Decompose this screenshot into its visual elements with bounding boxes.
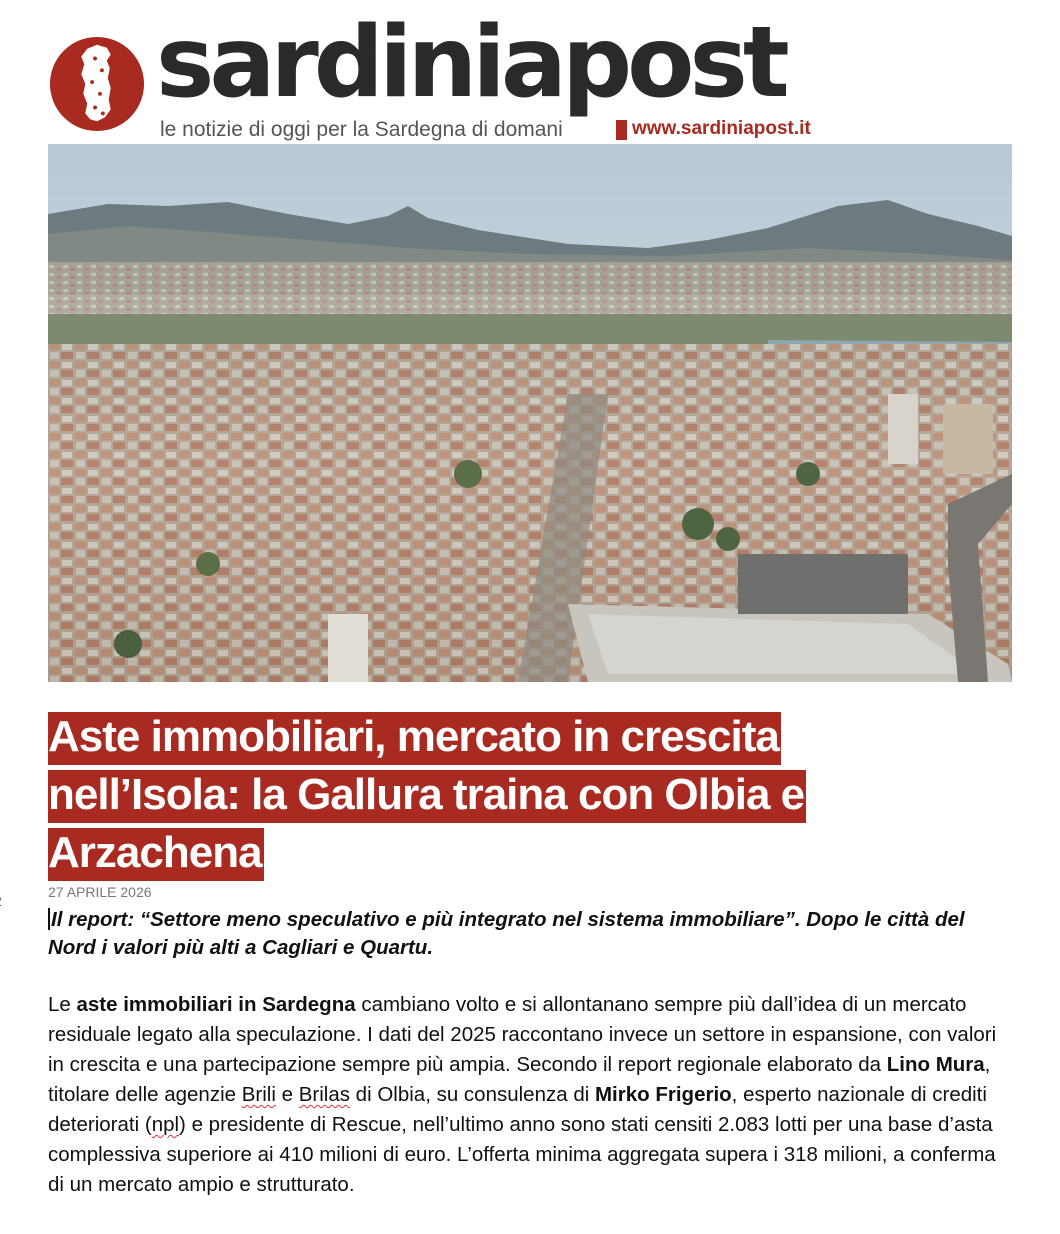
- aerial-city-photo-icon: [48, 144, 1012, 682]
- body-part: e: [275, 1083, 299, 1106]
- edge-mark: [0, 893, 2, 909]
- hero-image: [48, 144, 1012, 682]
- body-part: di Olbia, su consulenza di: [349, 1083, 595, 1106]
- body-part: cambiano volto e si allontanano sempre più dall’idea di un mercato residuale legato alla speculazione. I dati del 2025 raccontano invece un settore in espansione, con valori in crescita e una partecipazione sempre più ampia. Secondo il report regionale elaborato da: [48, 993, 997, 1076]
- url-divider: [616, 120, 627, 140]
- brand-name[interactable]: sardiniapost: [156, 6, 785, 120]
- sardinia-map-icon[interactable]: [48, 35, 146, 133]
- body-bold-person: Lino Mura: [886, 1053, 985, 1076]
- tagline: le notizie di oggi per la Sardegna di domani: [160, 118, 563, 141]
- article-body: [48, 990, 1010, 1200]
- body-part: Le: [48, 993, 77, 1016]
- article-date: 27 APRILE 2026: [48, 884, 152, 900]
- spellcheck-word[interactable]: Brili: [241, 1083, 276, 1106]
- headline-text[interactable]: Aste immobiliari, mercato in crescita nell’Isola: la Gallura traina con Olbia e Arzachena: [48, 712, 806, 881]
- spellcheck-word[interactable]: npl: [151, 1113, 180, 1136]
- subtitle-text: Il report: “Settore meno speculativo e più integrato nel sistema immobiliare”. Dopo le città del Nord i valori più alti a Cagliari e Quartu.: [48, 908, 965, 959]
- text-cursor: [48, 908, 50, 930]
- spellcheck-word[interactable]: Brilas: [298, 1083, 350, 1106]
- body-part: , titolare delle agenzie: [48, 1053, 991, 1106]
- tagline-row: [160, 118, 850, 144]
- article-headline[interactable]: [48, 708, 888, 882]
- body-part: , esperto nazionale di crediti deteriorati (: [48, 1083, 987, 1136]
- article-subtitle: [48, 906, 1008, 962]
- site-url-link[interactable]: www.sardiniapost.it: [632, 118, 811, 139]
- masthead: [48, 6, 858, 141]
- body-bold-person: Mirko Frigerio: [594, 1083, 732, 1106]
- body-bold-topic: aste immobiliari in Sardegna: [76, 993, 356, 1016]
- body-part: ) e presidente di Rescue, nell’ultimo anno sono stati censiti 2.083 lotti per una base d’asta complessiva superiore ai 410 milioni di euro. L’offerta minima aggregata supera i 318 milioni, a conferma di un mercato ampio e strutturato.: [48, 1113, 996, 1196]
